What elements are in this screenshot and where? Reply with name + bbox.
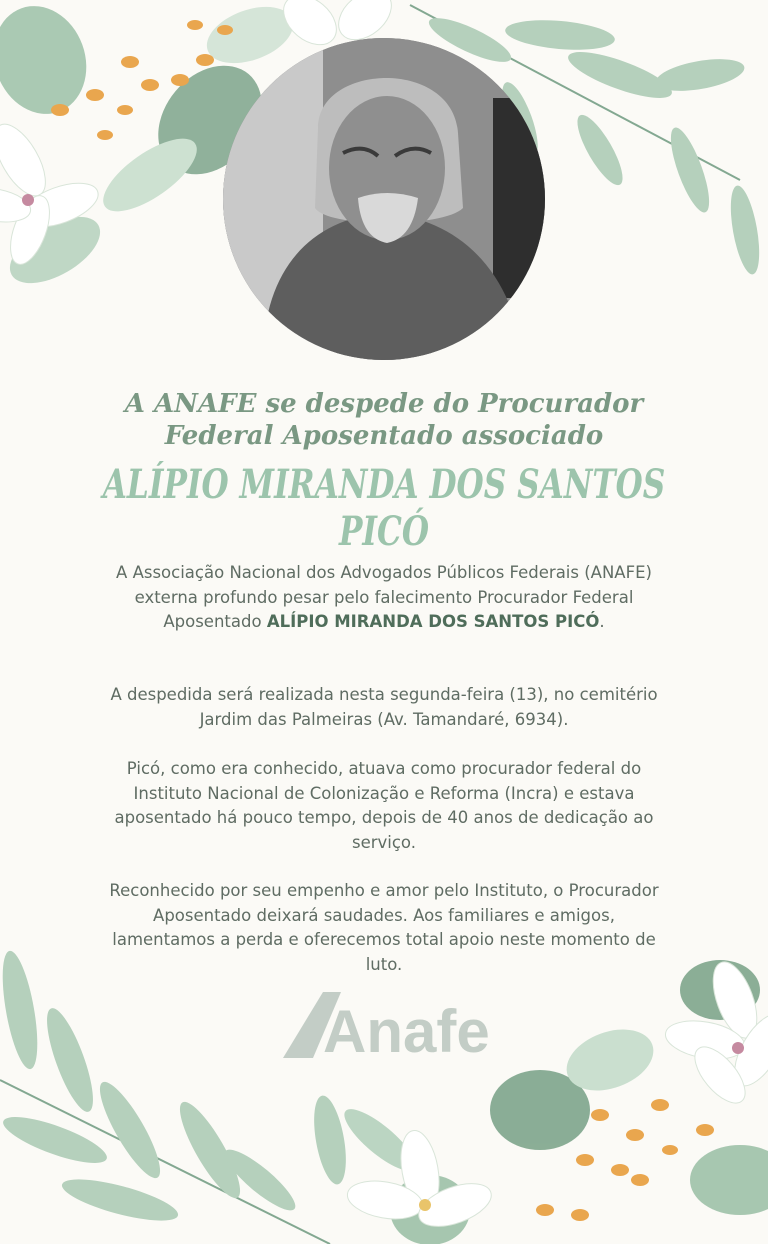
condolences-paragraph: Reconhecido por seu empenho e amor pelo Instituto, o Procurador Aposentado deixará saudades. Aos familiares e amigos, lamentamos a perda e oferecemos total apoio neste momento de luto. [109, 881, 659, 974]
funeral-details-paragraph: A despedida será realizada nesta segunda-feira (13), no cemitério Jardim das Palmeiras (Av. Tamandaré, 6934). [110, 685, 658, 729]
career-paragraph: Picó, como era conhecido, atuava como procurador federal do Instituto Nacional de Colonização e Reforma (Incra) e estava aposentado há pouco tempo, depois de 40 anos de dedicação ao serviço. [114, 759, 654, 852]
headline-line-1: A ANAFE se despede do Procurador [124, 389, 644, 419]
deceased-name-bold: ALÍPIO MIRANDA DOS SANTOS PICÓ [266, 612, 600, 631]
logo-text: Anafe [323, 998, 490, 1060]
headline-line-2: Federal Aposentado associado [164, 421, 604, 451]
announcement-paragraph: A Associação Nacional dos Advogados Públicos Federais (ANAFE) externa profundo pesar pelo falecimento Procurador Federal Aposentado ALÍPIO MIRANDA DOS SANTOS PICÓ. [116, 563, 652, 631]
anafe-logo [283, 990, 493, 1060]
deceased-photo [223, 38, 545, 360]
deceased-name-title: ALÍPIO MIRANDA DOS SANTOS PICÓ [102, 461, 666, 555]
